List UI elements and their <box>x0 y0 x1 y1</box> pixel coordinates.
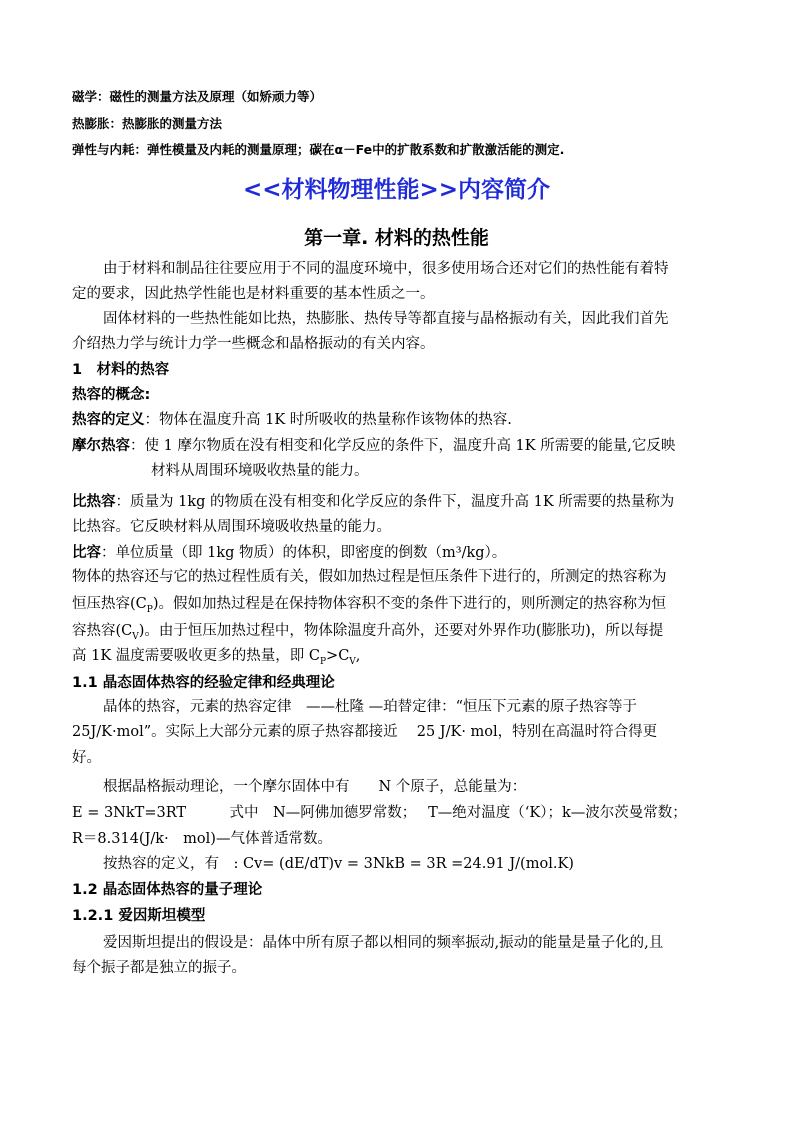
process-line-4a: 高 1K 温度需要吸收更多的热量，即 C <box>72 648 320 664</box>
gas-constant-line: R＝8.314(J/k· mol)—气体普适常数。 <box>72 831 332 847</box>
definition-label: 热容的定义 <box>72 412 145 428</box>
molar-text-2: 材料从周围环境吸收热量的能力。 <box>151 463 369 479</box>
section-1-2-1-heading: 1.2.1 爱因斯坦模型 <box>72 908 206 924</box>
document-title: <<材料物理性能>>内容简介 <box>242 177 551 203</box>
header-note-elasticity: 弹性与内耗：弹性模量及内耗的测量原理；碳在α－Fe中的扩散系数和扩散激活能的测定. <box>72 142 565 157</box>
process-line-2a: 恒压热容(C <box>72 596 147 612</box>
specific-volume-label: 比容 <box>72 545 101 561</box>
definition-text: ：物体在温度升高 1K 时所吸收的热量称作该物体的热容. <box>144 412 512 428</box>
process-line-4c: , <box>355 648 361 664</box>
intro-p1-line1: 由于材料和制品往往要应用于不同的温度环境中，很多使用场合还对它们的热性能有着特 <box>103 261 669 277</box>
process-line-4 <box>72 646 360 672</box>
intro-p2-line2: 介绍热力学与统计力学一些概念和晶格振动的有关内容。 <box>72 336 435 352</box>
specific-text-1: ：质量为 1kg 的物质在没有相变和化学反应的条件下，温度升高 1K 所需要的热量称为 <box>115 494 675 510</box>
process-line-2 <box>72 594 666 620</box>
einstein-line-2: 每个振子都是独立的振子。 <box>72 960 246 976</box>
molar-text-1: ：使 1 摩尔物质在没有相变和化学反应的条件下，温度升高 1K 所需要的能量,它反映 <box>130 438 676 454</box>
subscript-v: V <box>132 631 139 642</box>
heat-capacity-definition <box>72 410 512 430</box>
subscript-p-2: P <box>319 656 327 667</box>
dulong-petit-line-3: 好。 <box>72 750 101 766</box>
process-line-4b: >C <box>326 648 350 664</box>
header-note-thermal-expansion: 热膨胀：热膨胀的测量方法 <box>72 116 223 131</box>
process-line-3a: 容热容(C <box>72 623 133 639</box>
process-line-2b: )。假如加热过程是在保持物体容积不变的条件下进行的，则所测定的热容称为恒 <box>152 596 666 612</box>
chapter-title: 第一章. 材料的热性能 <box>304 227 489 249</box>
einstein-line-1: 爱因斯坦提出的假设是：晶体中所有原子都以相同的频率振动,振动的能量是量子化的,且 <box>103 935 664 951</box>
intro-p2-line1: 固体材料的一些热性能如比热，热膨胀、热传导等都直接与晶格振动有关，因此我们首先 <box>103 311 669 327</box>
process-line-1: 物体的热容还与它的热过程性质有关，假如加热过程是恒压条件下进行的，所测定的热容称为 <box>72 569 667 585</box>
specific-volume-text: ：单位质量（即 1kg 物质）的体积，即密度的倒数（m³/kg）。 <box>101 545 507 561</box>
dulong-petit-line-2: 25J/K·mol”。实际上大部分元素的原子热容都接近 25 J/K· mol，特别在高温时符合得更 <box>72 724 658 740</box>
specific-volume <box>72 543 506 563</box>
intro-p1-line2: 定的要求，因此热学性能也是材料重要的基本性质之一。 <box>72 286 435 302</box>
dulong-petit-line-1: 晶体的热容，元素的热容定律 ——杜隆 —珀替定律：“恒压下元素的原子热容等于 <box>103 699 638 715</box>
section-1-1-heading: 1.1 晶态固体热容的经验定律和经典理论 <box>72 675 335 691</box>
specific-heat-capacity <box>72 492 674 512</box>
process-line-3b: )。由于恒压加热过程中，物体除温度升高外，还要对外界作功(膨胀功)，所以每提 <box>138 623 664 639</box>
subscript-p: P <box>146 604 153 615</box>
concept-heading: 热容的概念: <box>72 387 151 403</box>
section-1-heading: 1 材料的热容 <box>72 362 170 378</box>
specific-text-2: 比热容。它反映材料从周围环境吸收热量的能力。 <box>72 519 391 535</box>
molar-heat-capacity <box>72 436 675 456</box>
specific-label: 比热容 <box>72 494 116 510</box>
heat-capacity-formula-line: 按热容的定义，有 : Cv= (dE/dT)v = 3NkB = 3R =24.91 J/(mol.K) <box>103 856 574 872</box>
section-1-2-heading: 1.2 晶态固体热容的量子理论 <box>72 882 263 898</box>
subscript-v-2: V <box>349 656 356 667</box>
molar-label: 摩尔热容 <box>72 438 130 454</box>
header-note-magnetism: 磁学：磁性的测量方法及原理（如矫顽力等） <box>72 89 323 104</box>
process-line-3 <box>72 621 663 647</box>
energy-formula-line: E = 3NkT=3RT 式中 N—阿佛加德罗常数； T—绝对温度（‘K）；k—波尔茨曼常数； <box>72 805 687 821</box>
lattice-vibration-line: 根据晶格振动理论，一个摩尔固体中有 N 个原子，总能量为： <box>103 779 527 795</box>
